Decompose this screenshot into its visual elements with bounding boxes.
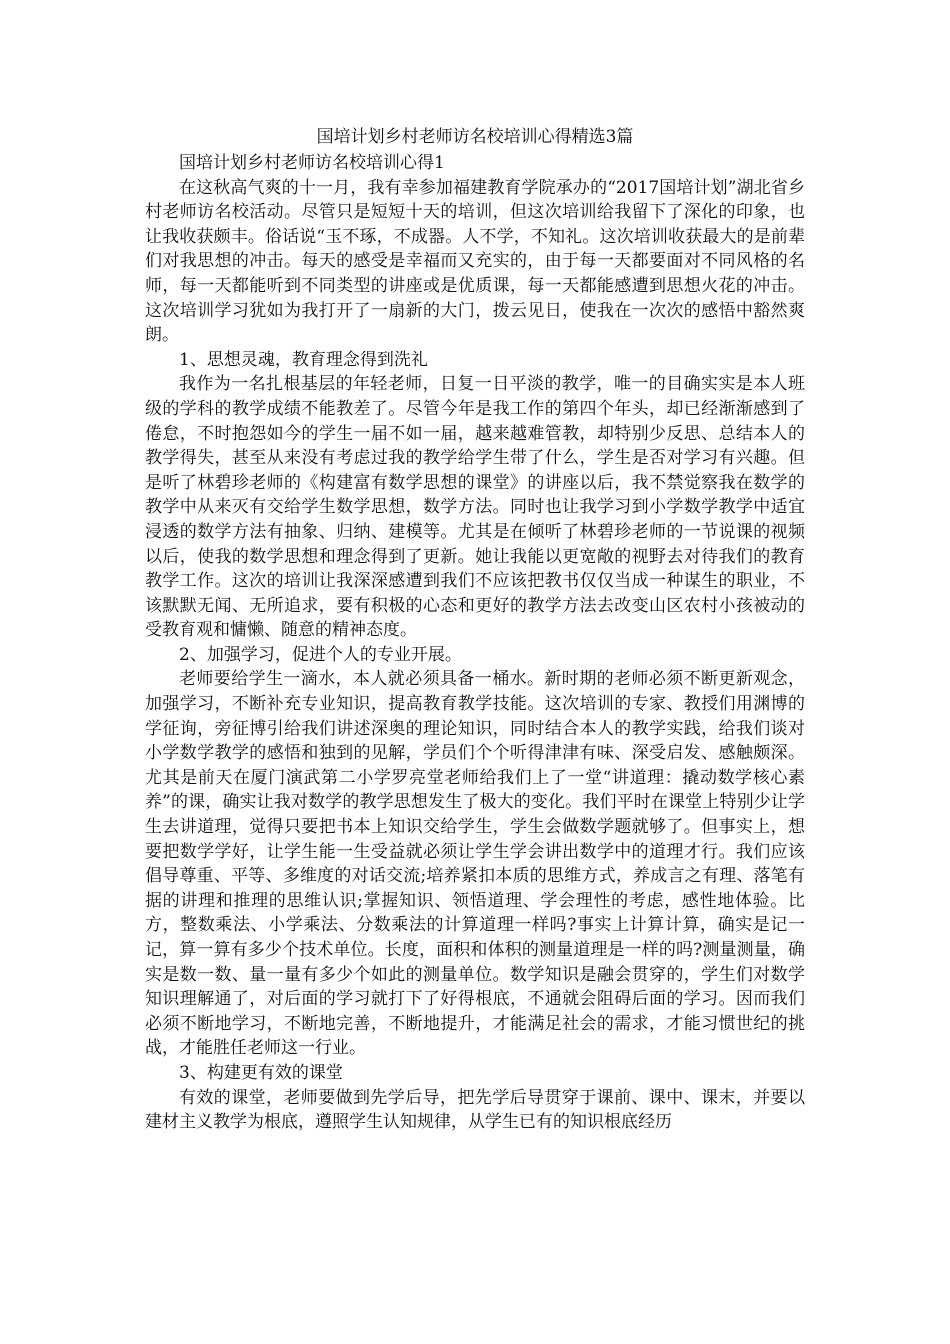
document-page <box>145 125 805 1135</box>
document-subtitle: 国培计划乡村老师访名校培训心得1 <box>179 153 445 173</box>
paragraph-section-1: 我作为一名扎根基层的年轻老师，日复一日平淡的教学，唯一的目确实实是本人班级的学科的教学成绩不能教差了。尽管今年是我工作的第四个年头，却已经渐渐感到了倦怠，不时抱怨如今的学生一届不如一届，越来越难管教，却特别少反思、总结本人的教学得失，甚至从来没有考虑过我的教学给学生带了什么，学生是否对学习有兴趣。但是听了林碧珍老师的《构建富有数学思想的课堂》的讲座以后，我不禁觉察我在数学的教学中从来灭有交给学生数学思想，数学方法。同时也让我学习到小学数学教学中适宜浸透的数学方法有抽象、归纳、建模等。尤其是在倾听了林碧珍老师的一节说课的视频以后，使我的数学思想和理念得到了更新。她让我能以更宽敞的视野去对待我们的教育教学工作。这次的培训让我深深感遭到我们不应该把教书仅仅当成一种谋生的职业，不该默默无闻、无所追求，要有积极的心态和更好的教学方法去改变山区农村小孩被动的受教育观和慵懒、随意的精神态度。 <box>145 374 805 641</box>
paragraph-intro: 在这秋高气爽的十一月，我有幸参加福建教育学院承办的“2017国培计划”湖北省乡村老师访名校活动。尽管只是短短十天的培训，但这次培训给我留下了深化的印象，也让我收获颇丰。俗话说“玉不琢，不成器。人不学，不知礼。这次培训收获最大的是前辈们对我思想的冲击。每天的感受是幸福而又充实的，由于每一天都要面对不同风格的名师，每一天都能听到不同类型的讲座或是优质课，每一天都能感遭到思想火花的冲击。这次培训学习犹如为我打开了一扇新的大门，拨云见日，使我在一次次的感悟中豁然爽朗。 <box>145 177 805 346</box>
document-title: 国培计划乡村老师访名校培训心得精选3篇 <box>316 127 634 147</box>
section-heading-3: 3、构建更有效的课堂 <box>179 1062 343 1083</box>
paragraph-section-2: 老师要给学生一滴水，本人就必须具备一桶水。新时期的老师必须不断更新观念，加强学习，不断补充专业知识，提高教育教学技能。这次培训的专家、教授们用渊博的学征询，旁征博引给我们讲述深奥的理论知识，同时结合本人的教学实践，给我们谈对小学数学教学的感悟和独到的见解，学员们个个听得津津有味、深受启发、感触颇深。尤其是前天在厦门演武第二小学罗亮堂老师给我们上了一堂“讲道理：撬动数学核心素养”的课，确实让我对数学的教学思想发生了极大的变化。我们平时在课堂上特别少让学生去讲道理，觉得只要把书本上知识交给学生，学生会做数学题就够了。但事实上，想要把数学学好，让学生能一生受益就必须让学生学会讲出数学中的道理才行。我们应该倡导尊重、平等、多维度的对话交流;培养紧扣本质的思维方式，养成言之有理、落笔有据的讲理和推理的思维认识;掌握知识、领悟道理、学会理性的考虑，感性地体验。比方，整数乘法、小学乘法、分数乘法的计算道理一样吗?事实上计算计算，确实是记一记，算一算有多少个技术单位。长度，面积和体积的测量道理是一样的吗?测量测量，确实是数一数、量一量有多少个如此的测量单位。数学知识是融会贯穿的，学生们对数学知识理解通了，对后面的学习就打下了好得根底，不通就会阻碍后面的学习。因而我们必须不断地学习，不断地完善，不断地提升，才能满足社会的需求，才能习惯世纪的挑战，才能胜任老师这一行业。 <box>145 669 805 1059</box>
section-heading-1: 1、思想灵魂，教育理念得到洗礼 <box>179 349 428 370</box>
paragraph-section-3: 有效的课堂，老师要做到先学后导，把先学后导贯穿于课前、课中、课末，并要以建材主义教学为根底，遵照学生认知规律，从学生已有的知识根底经历 <box>145 1087 805 1133</box>
section-heading-2: 2、加强学习，促进个人的专业开展。 <box>179 644 462 665</box>
